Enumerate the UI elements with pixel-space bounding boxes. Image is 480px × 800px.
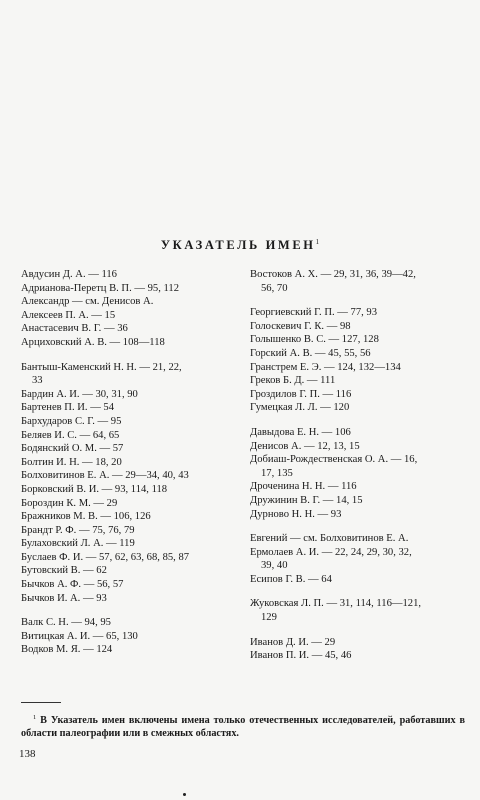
index-entry-continuation: 33 bbox=[32, 375, 43, 387]
index-entry-text: Греков Б. Д. — 111 bbox=[250, 375, 336, 387]
index-title: УКАЗАТЕЛЬ ИМЕН$^1$ bbox=[160, 238, 320, 252]
group-gap bbox=[250, 521, 465, 532]
index-entry bbox=[21, 456, 241, 470]
index-entry bbox=[250, 388, 465, 402]
index-entry-text: Георгиевский Г. П. — 77, 93 bbox=[250, 307, 378, 319]
index-entry-text: Иванов Д. И. — 29 bbox=[250, 636, 336, 648]
index-entry-text: Жуковская Л. П. — 31, 114, 116—121, bbox=[250, 598, 422, 610]
index-entry-text: Дроченина Н. Н. — 116 bbox=[250, 481, 357, 493]
index-entry-continuation: 56, 70 bbox=[261, 282, 288, 294]
index-entry bbox=[21, 483, 241, 497]
index-entry-text: Булаховский Л. А. — 119 bbox=[21, 538, 135, 550]
title-footnote-mark: 1 bbox=[315, 238, 320, 246]
index-entry bbox=[250, 546, 465, 573]
index-entry bbox=[250, 649, 465, 663]
index-entry-text: Бычков И. А. — 93 bbox=[21, 592, 107, 604]
group-gap bbox=[21, 350, 241, 361]
footnote-mark: 1 bbox=[33, 714, 37, 721]
index-entry bbox=[21, 643, 241, 657]
index-entry-text: Бодянский О. М. — 57 bbox=[21, 443, 124, 455]
index-entry-text: Бутовский В. — 62 bbox=[21, 565, 107, 577]
index-entry bbox=[250, 573, 465, 587]
index-entry-continuation: 39, 40 bbox=[261, 560, 288, 572]
group-gap bbox=[21, 605, 241, 616]
index-entry-text: Горский А. В. — 45, 55, 56 bbox=[250, 347, 371, 359]
index-entry-text: Востоков А. Х. — 29, 31, 36, 39—42, bbox=[250, 269, 416, 280]
index-entry-text: Ермолаев А. И. — 22, 24, 29, 30, 32, bbox=[250, 546, 412, 558]
index-entry-continuation: 129 bbox=[261, 612, 277, 624]
index-entry-text: Водков М. Я. — 124 bbox=[21, 644, 113, 656]
index-entry-text: Борковский В. И. — 93, 114, 118 bbox=[21, 483, 168, 495]
index-entry bbox=[21, 361, 241, 388]
index-entry-text: Бардин А. И. — 30, 31, 90 bbox=[21, 388, 138, 400]
index-entry-text: Бартенев П. И. — 54 bbox=[21, 402, 115, 414]
index-entry-text: Гумецкая Л. Л. — 120 bbox=[250, 402, 350, 414]
index-entry bbox=[250, 361, 465, 375]
index-entry-text: Есипов Г. В. — 64 bbox=[250, 573, 332, 585]
index-entry bbox=[21, 295, 241, 309]
index-entry-text: Добиаш-Рождественская О. А. — 16, bbox=[250, 454, 418, 466]
index-entry-text: Алексеев П. А. — 15 bbox=[21, 309, 116, 321]
index-entry bbox=[250, 508, 465, 522]
group-gap bbox=[250, 415, 465, 426]
index-entry-text: Болтин И. Н. — 18, 20 bbox=[21, 456, 122, 468]
index-entry bbox=[250, 597, 465, 624]
index-entry bbox=[21, 524, 241, 538]
footnote-text: В Указатель имен включены имена только отечественных исследователей, работавших в области палеографии или в смежных областях. bbox=[21, 715, 466, 739]
index-entry-text: Гранстрем Е. Э. — 124, 132—134 bbox=[250, 361, 401, 373]
index-entry bbox=[21, 592, 241, 606]
index-entry bbox=[21, 564, 241, 578]
index-entry bbox=[21, 616, 241, 630]
index-entry bbox=[21, 415, 241, 429]
index-entry bbox=[250, 636, 465, 650]
index-entry-text: Брандт Р. Ф. — 75, 76, 79 bbox=[21, 524, 135, 536]
footnote-rule bbox=[21, 702, 61, 703]
ink-dot bbox=[183, 793, 186, 796]
index-entry-text: Авдусин Д. А. — 116 bbox=[21, 269, 117, 280]
index-entry-text: Бантыш-Каменский Н. Н. — 21, 22, bbox=[21, 361, 182, 373]
index-entry-text: Анастасевич В. Г. — 36 bbox=[21, 323, 128, 335]
index-entry bbox=[250, 347, 465, 361]
index-entry bbox=[21, 551, 241, 565]
index-entry-text: Валк С. Н. — 94, 95 bbox=[21, 617, 111, 629]
index-entry bbox=[21, 442, 241, 456]
index-entry bbox=[21, 336, 241, 350]
index-entry bbox=[250, 494, 465, 508]
index-entry bbox=[21, 309, 241, 323]
index-entry-text: Голышенко В. С. — 127, 128 bbox=[250, 334, 379, 346]
index-entry bbox=[250, 268, 465, 295]
index-entry bbox=[250, 333, 465, 347]
index-entry-text: Иванов П. И. — 45, 46 bbox=[250, 650, 352, 662]
index-entry bbox=[21, 469, 241, 483]
index-entry bbox=[21, 510, 241, 524]
page-number: 138 bbox=[19, 748, 36, 760]
index-entry bbox=[21, 578, 241, 592]
index-entry bbox=[21, 282, 241, 296]
group-gap bbox=[250, 295, 465, 306]
index-column-right bbox=[250, 268, 465, 663]
index-entry bbox=[21, 388, 241, 402]
index-column-left bbox=[21, 268, 241, 657]
index-entry bbox=[250, 453, 465, 480]
index-entry-text: Дружинин В. Г. — 14, 15 bbox=[250, 494, 363, 506]
index-entry bbox=[250, 320, 465, 334]
index-entry-text: Беляев И. С. — 64, 65 bbox=[21, 429, 120, 441]
index-entry-text: Денисов А. — 12, 13, 15 bbox=[250, 440, 360, 452]
index-entry-text: Бражников М. В. — 106, 126 bbox=[21, 511, 151, 523]
index-entry bbox=[21, 537, 241, 551]
index-entry-text: Бычков А. Ф. — 56, 57 bbox=[21, 579, 124, 591]
index-entry bbox=[21, 268, 241, 282]
index-entry-text: Давыдова Е. Н. — 106 bbox=[250, 426, 351, 438]
index-entry bbox=[21, 497, 241, 511]
index-entry bbox=[21, 401, 241, 415]
index-entry-text: Витицкая А. И. — 65, 130 bbox=[21, 630, 138, 642]
index-entry-text: Болховитинов Е. А. — 29—34, 40, 43 bbox=[21, 470, 189, 482]
index-entry-text: Александр — см. Денисов А. bbox=[21, 296, 154, 308]
index-entry bbox=[250, 374, 465, 388]
index-entry-text: Евгений — см. Болховитинов Е. А. bbox=[250, 533, 409, 545]
index-entry bbox=[250, 426, 465, 440]
index-entry-text: Адрианова-Перетц В. П. — 95, 112 bbox=[21, 282, 180, 294]
index-entry bbox=[250, 480, 465, 494]
index-entry bbox=[21, 429, 241, 443]
index-entry-text: Бороздин К. М. — 29 bbox=[21, 497, 118, 509]
index-entry bbox=[250, 306, 465, 320]
index-entry-text: Бархударов С. Г. — 95 bbox=[21, 415, 122, 427]
index-entry-text: Голоскевич Г. К. — 98 bbox=[250, 320, 351, 332]
index-entry-text: Гроздилов Г. П. — 116 bbox=[250, 388, 352, 400]
group-gap bbox=[250, 586, 465, 597]
index-entry-text: Буслаев Ф. И. — 57, 62, 63, 68, 85, 87 bbox=[21, 551, 190, 563]
index-entry-text: Дурново Н. Н. — 93 bbox=[250, 508, 342, 520]
index-entry bbox=[250, 532, 465, 546]
index-entry-continuation: 17, 135 bbox=[261, 467, 293, 479]
index-entry bbox=[250, 440, 465, 454]
index-entry bbox=[250, 401, 465, 415]
index-entry-text: Арциховский А. В. — 108—118 bbox=[21, 336, 165, 348]
footnote bbox=[21, 711, 465, 740]
index-entry bbox=[21, 322, 241, 336]
group-gap bbox=[250, 625, 465, 636]
index-entry bbox=[21, 630, 241, 644]
